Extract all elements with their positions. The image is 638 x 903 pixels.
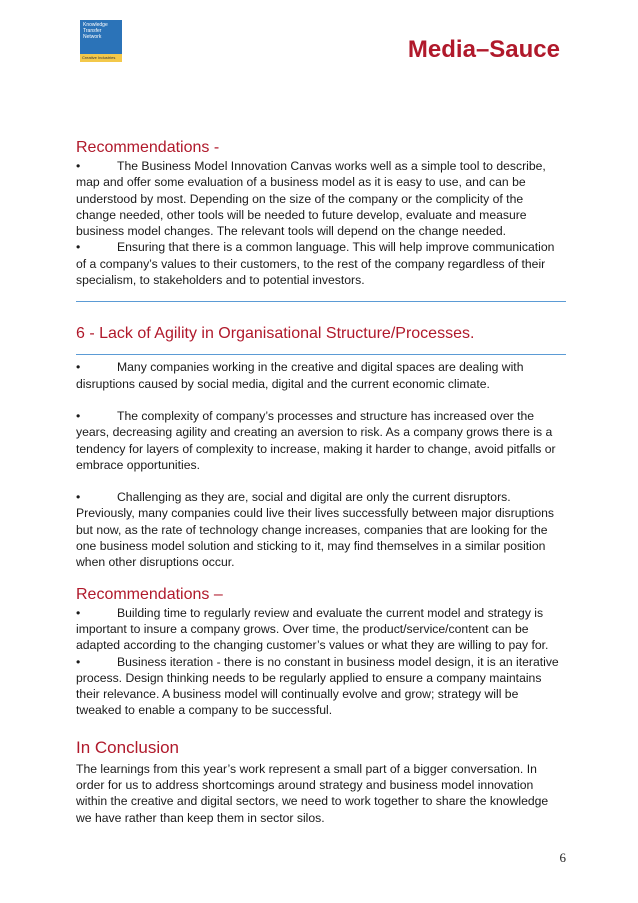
bullet-mark: • (76, 408, 81, 423)
divider-1 (76, 301, 566, 302)
rec2-bullet-1 (76, 605, 566, 654)
bullet-mark: • (76, 605, 81, 620)
s6-bullet-1-text: Many companies working in the creative and digital spaces are dealing with disruptions caused by social media, digital and the current economic climate. (76, 360, 524, 391)
bullet-mark: • (76, 360, 81, 375)
divider-2 (76, 354, 566, 355)
bullet-mark: • (76, 490, 81, 505)
section-6-heading: 6 - Lack of Agility in Organisational Structure/Processes. (76, 325, 475, 343)
logo-sub: Creative Industries (82, 55, 116, 60)
rec2-bullet-1-text: Building time to regularly review and evaluate the current model and strategy is important to insure a company grows. Over time, the product/service/content can be adapted according to the changing customer’s values or what they are willing to pay for. (76, 605, 549, 653)
rec2-bullet-2-text: Business iteration - there is no constant in business model design, it is an iterative process. Design thinking needs to be regularly applied to ensure a company maintains their relevance. A business model will continually evolve and grow; strategy will be tweaked to enable a company to be successful. (76, 654, 559, 718)
s6-bullet-2 (76, 408, 566, 473)
recommendations-heading-2: Recommendations – (76, 585, 223, 603)
bullet-mark: • (76, 159, 81, 173)
page-content (76, 138, 566, 826)
s6-bullet-3 (76, 489, 566, 570)
conclusion-text: The learnings from this year’s work represent a small part of a bigger conversation. In order for us to address shortcomings around strategy and business model innovation within the creative and digital sectors, we need to work together to share the knowledge we have rather than keep them in sector silos. (76, 761, 549, 825)
logo-strip (80, 54, 122, 62)
logo-block (80, 20, 122, 54)
s6-bullet-1 (76, 359, 566, 392)
rec1-bullet-2-text: Ensuring that there is a common language. This will help improve communication of a company’s values to their customers, to the rest of the company regardless of their specialism, to stakeholders and to potential investors. (76, 240, 555, 288)
logo-line-3: Network (83, 34, 102, 40)
bullet-mark: • (76, 654, 81, 669)
rec1-bullet-1-text: The Business Model Innovation Canvas works well as a simple tool to describe, map and offer some evaluation of a business model as it is easy to use, and can be understood by most. Depending on the size of the company or the complicity of the change needed, other tools will be needed to future develop, evaluate and measure business model changes. The relevant tools will depend on the change needed. (76, 159, 546, 239)
brand-title: Media–Sauce (407, 36, 560, 63)
bullet-mark: • (76, 240, 81, 255)
ktn-logo (80, 20, 122, 62)
page-number: 6 (559, 850, 566, 865)
logo-line-1: Knowledge (83, 22, 108, 28)
conclusion-heading: In Conclusion (76, 737, 180, 757)
rec1-bullet-1 (76, 158, 566, 239)
rec2-bullet-2 (76, 654, 566, 719)
recommendations-heading-1: Recommendations - (76, 139, 220, 156)
logo-line-2: Transfer (83, 28, 102, 34)
s6-bullet-3-text: Challenging as they are, social and digital are only the current disruptors. Previously, many companies could live their lives successfully between major disruptions but now, as the rate of technology change increases, companies that are looking for the one business model solution and sticking to it, may find themselves in a similar position when other disruptions occur. (76, 490, 555, 570)
s6-bullet-2-text: The complexity of company’s processes and structure has increased over the years, decreasing agility and creating an aversion to risk. As a company grows there is a tendency for layers of complexity to increase, making it harder to change, avoid pitfalls or embrace opportunities. (76, 408, 556, 472)
rec1-bullet-2 (76, 239, 566, 288)
